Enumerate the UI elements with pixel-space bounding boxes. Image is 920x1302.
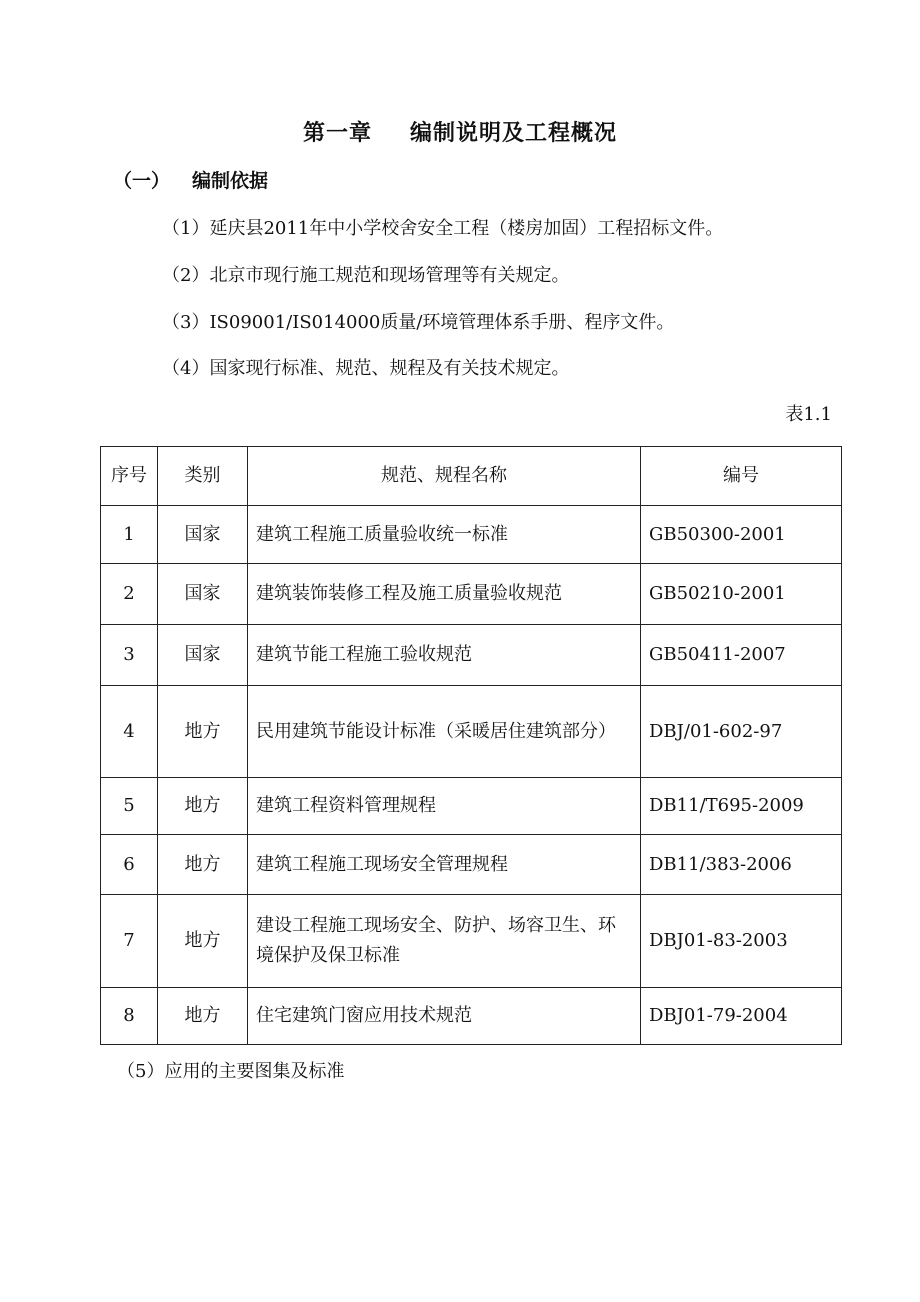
- table-row: [101, 625, 842, 686]
- chapter-number: 第一章: [302, 121, 372, 146]
- row-code: GB50300-2001: [641, 506, 842, 564]
- row-name: 建筑节能工程施工验收规范: [248, 625, 641, 686]
- header-code: 编号: [641, 447, 842, 506]
- table-row: [101, 506, 842, 564]
- row-no: 3: [101, 625, 158, 686]
- row-name: 建筑工程资料管理规程: [248, 778, 641, 835]
- row-code: DB11/383-2006: [641, 835, 842, 895]
- basis-item-3: （3）IS09001/IS014000质量/环境管理体系手册、程序文件。: [162, 312, 675, 333]
- row-category: 地方: [158, 895, 248, 988]
- table-row: [101, 988, 842, 1045]
- standards-table: [100, 446, 842, 1045]
- row-name: 住宅建筑门窗应用技术规范: [248, 988, 641, 1045]
- row-category: 地方: [158, 686, 248, 778]
- basis-item-2: （2）北京市现行施工规范和现场管理等有关规定。: [162, 265, 570, 286]
- row-code: GB50411-2007: [641, 625, 842, 686]
- table-row: [101, 778, 842, 835]
- row-code: DBJ/01-602-97: [641, 686, 842, 778]
- row-no: 8: [101, 988, 158, 1045]
- row-no: 4: [101, 686, 158, 778]
- row-no: 7: [101, 895, 158, 988]
- table-row: [101, 895, 842, 988]
- table-caption: 表1.1: [785, 404, 832, 425]
- header-no: 序号: [101, 447, 158, 506]
- section-number: （一）: [113, 170, 171, 192]
- row-name: 民用建筑节能设计标准（采暖居住建筑部分）: [248, 686, 641, 778]
- header-name: 规范、规程名称: [248, 447, 641, 506]
- row-category: 国家: [158, 506, 248, 564]
- chapter-text: 编制说明及工程概况: [410, 121, 618, 146]
- row-name: 建筑工程施工现场安全管理规程: [248, 835, 641, 895]
- row-category: 国家: [158, 625, 248, 686]
- row-category: 地方: [158, 778, 248, 835]
- row-category: 地方: [158, 988, 248, 1045]
- table-row: [101, 835, 842, 895]
- row-no: 2: [101, 564, 158, 625]
- basis-item-5: （5）应用的主要图集及标准: [117, 1061, 345, 1082]
- chapter-title: [0, 116, 920, 147]
- row-category: 地方: [158, 835, 248, 895]
- row-code: DB11/T695-2009: [641, 778, 842, 835]
- row-code: GB50210-2001: [641, 564, 842, 625]
- row-no: 6: [101, 835, 158, 895]
- basis-item-1: （1）延庆县2011年中小学校舍安全工程（楼房加固）工程招标文件。: [162, 218, 724, 239]
- table-row: [101, 686, 842, 778]
- row-name: 建筑装饰装修工程及施工质量验收规范: [248, 564, 641, 625]
- basis-item-4: （4）国家现行标准、规范、规程及有关技术规定。: [162, 358, 570, 379]
- row-name: 建设工程施工现场安全、防护、场容卫生、环境保护及保卫标准: [248, 895, 641, 988]
- row-category: 国家: [158, 564, 248, 625]
- table-row: [101, 564, 842, 625]
- header-category: 类别: [158, 447, 248, 506]
- row-code: DBJ01-83-2003: [641, 895, 842, 988]
- section-heading: [113, 166, 268, 193]
- table-header-row: [101, 447, 842, 506]
- row-no: 5: [101, 778, 158, 835]
- row-no: 1: [101, 506, 158, 564]
- row-name: 建筑工程施工质量验收统一标准: [248, 506, 641, 564]
- section-text: 编制依据: [192, 170, 269, 192]
- row-code: DBJ01-79-2004: [641, 988, 842, 1045]
